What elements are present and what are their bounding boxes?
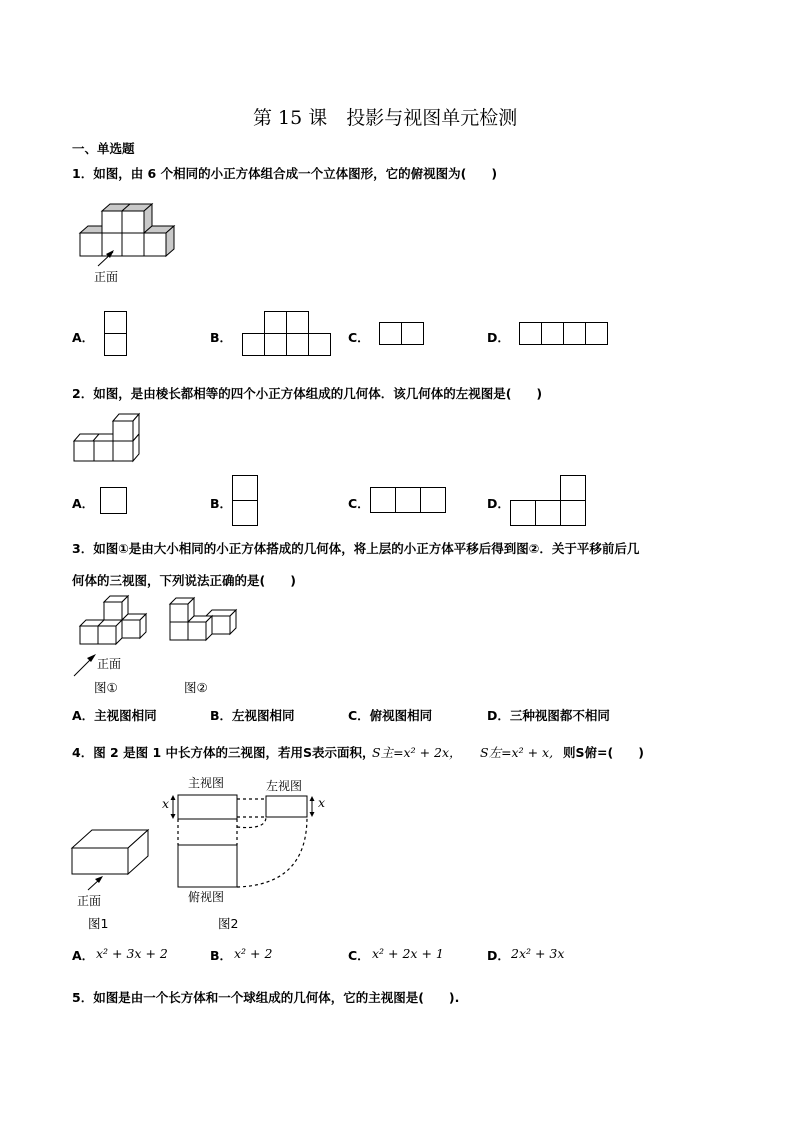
q3-figure-2 [166,594,246,644]
section-heading: 一、单选题 [72,141,135,156]
q4-x-label-main: x [162,796,170,811]
q3-stem-line1: 3．如图①是由大小相同的小正方体搭成的几何体，将上层的小正方体平移后得到图②．关于平移前后几 [72,541,640,556]
q3-option-d[interactable]: D．三种视图都不相同 [487,708,610,723]
q1-option-d-figure [519,322,609,346]
q1-solid-figure [78,204,178,264]
q3-front-label: 正面 [97,657,122,671]
q2-stem: 2．如图，是由棱长都相等的四个小正方体组成的几何体．该几何体的左视图是( ) [72,386,543,401]
q2-option-b-label[interactable]: B． [210,496,233,511]
q2-option-a-figure [100,487,128,515]
q1-option-b-figure [242,311,332,357]
q4-option-c-label[interactable]: C． [348,948,370,963]
q1-option-d-label[interactable]: D． [487,330,510,345]
q4-option-b-expr: x² + 2 [234,946,273,961]
q1-stem: 1．如图，由 6 个相同的小正方体组合成一个立体图形，它的俯视图为( ) [72,166,498,181]
q1-option-c-label[interactable]: C． [348,330,370,345]
q4-fig2-label: 图2 [218,916,239,931]
q3-fig2-label: 图② [184,680,208,695]
q4-stem-suffix: 则S俯=( ) [563,745,644,760]
q2-option-c-figure [370,487,448,515]
q4-main-view-label: 主视图 [188,776,225,790]
q1-option-a-figure [104,311,128,357]
q4-formula-left: S左=x² + x, [480,745,554,760]
q2-solid-figure [73,414,143,464]
q4-three-views [160,790,340,890]
page-title: 第 15 课 投影与视图单元检测 [253,107,518,129]
q1-option-b-label[interactable]: B． [210,330,233,345]
q4-option-d-label[interactable]: D． [487,948,510,963]
q1-front-label: 正面 [94,270,119,284]
q4-fig1-label: 图1 [88,916,109,931]
q2-option-d-figure [510,475,588,527]
q1-option-c-figure [379,322,425,346]
q2-option-a-label[interactable]: A． [72,496,95,511]
q4-option-a-expr: x² + 3x + 2 [96,946,168,961]
q4-front-arrow [86,874,106,892]
q2-option-d-label[interactable]: D． [487,496,510,511]
q4-x-label-left: x [318,795,326,810]
q4-top-view-label: 俯视图 [188,890,225,904]
q3-option-a[interactable]: A．主视图相同 [72,708,157,723]
q3-fig1-label: 图① [94,680,118,695]
q4-option-c-expr: x² + 2x + 1 [372,946,444,961]
q4-option-d-expr: 2x² + 3x [511,946,565,961]
q4-option-b-label[interactable]: B． [210,948,233,963]
q4-stem-prefix: 4．图 2 是图 1 中长方体的三视图，若用S表示面积， [72,745,375,760]
q2-option-b-figure [232,475,260,527]
q4-option-a-label[interactable]: A． [72,948,95,963]
q4-formula-main: S主=x² + 2x， [372,745,462,760]
q3-stem-line2: 何体的三视图，下列说法正确的是( ) [72,573,296,588]
q3-option-c[interactable]: C．俯视图相同 [348,708,433,723]
q4-left-view-label: 左视图 [266,779,303,793]
q4-cuboid-figure [70,826,152,880]
q4-front-label: 正面 [77,894,102,908]
q3-figure-1 [76,594,156,654]
q5-stem: 5．如图是由一个长方体和一个球组成的几何体，它的主视图是( ). [72,990,460,1005]
q3-option-b[interactable]: B．左视图相同 [210,708,295,723]
q1-option-a-label[interactable]: A． [72,330,95,345]
q2-option-c-label[interactable]: C． [348,496,370,511]
